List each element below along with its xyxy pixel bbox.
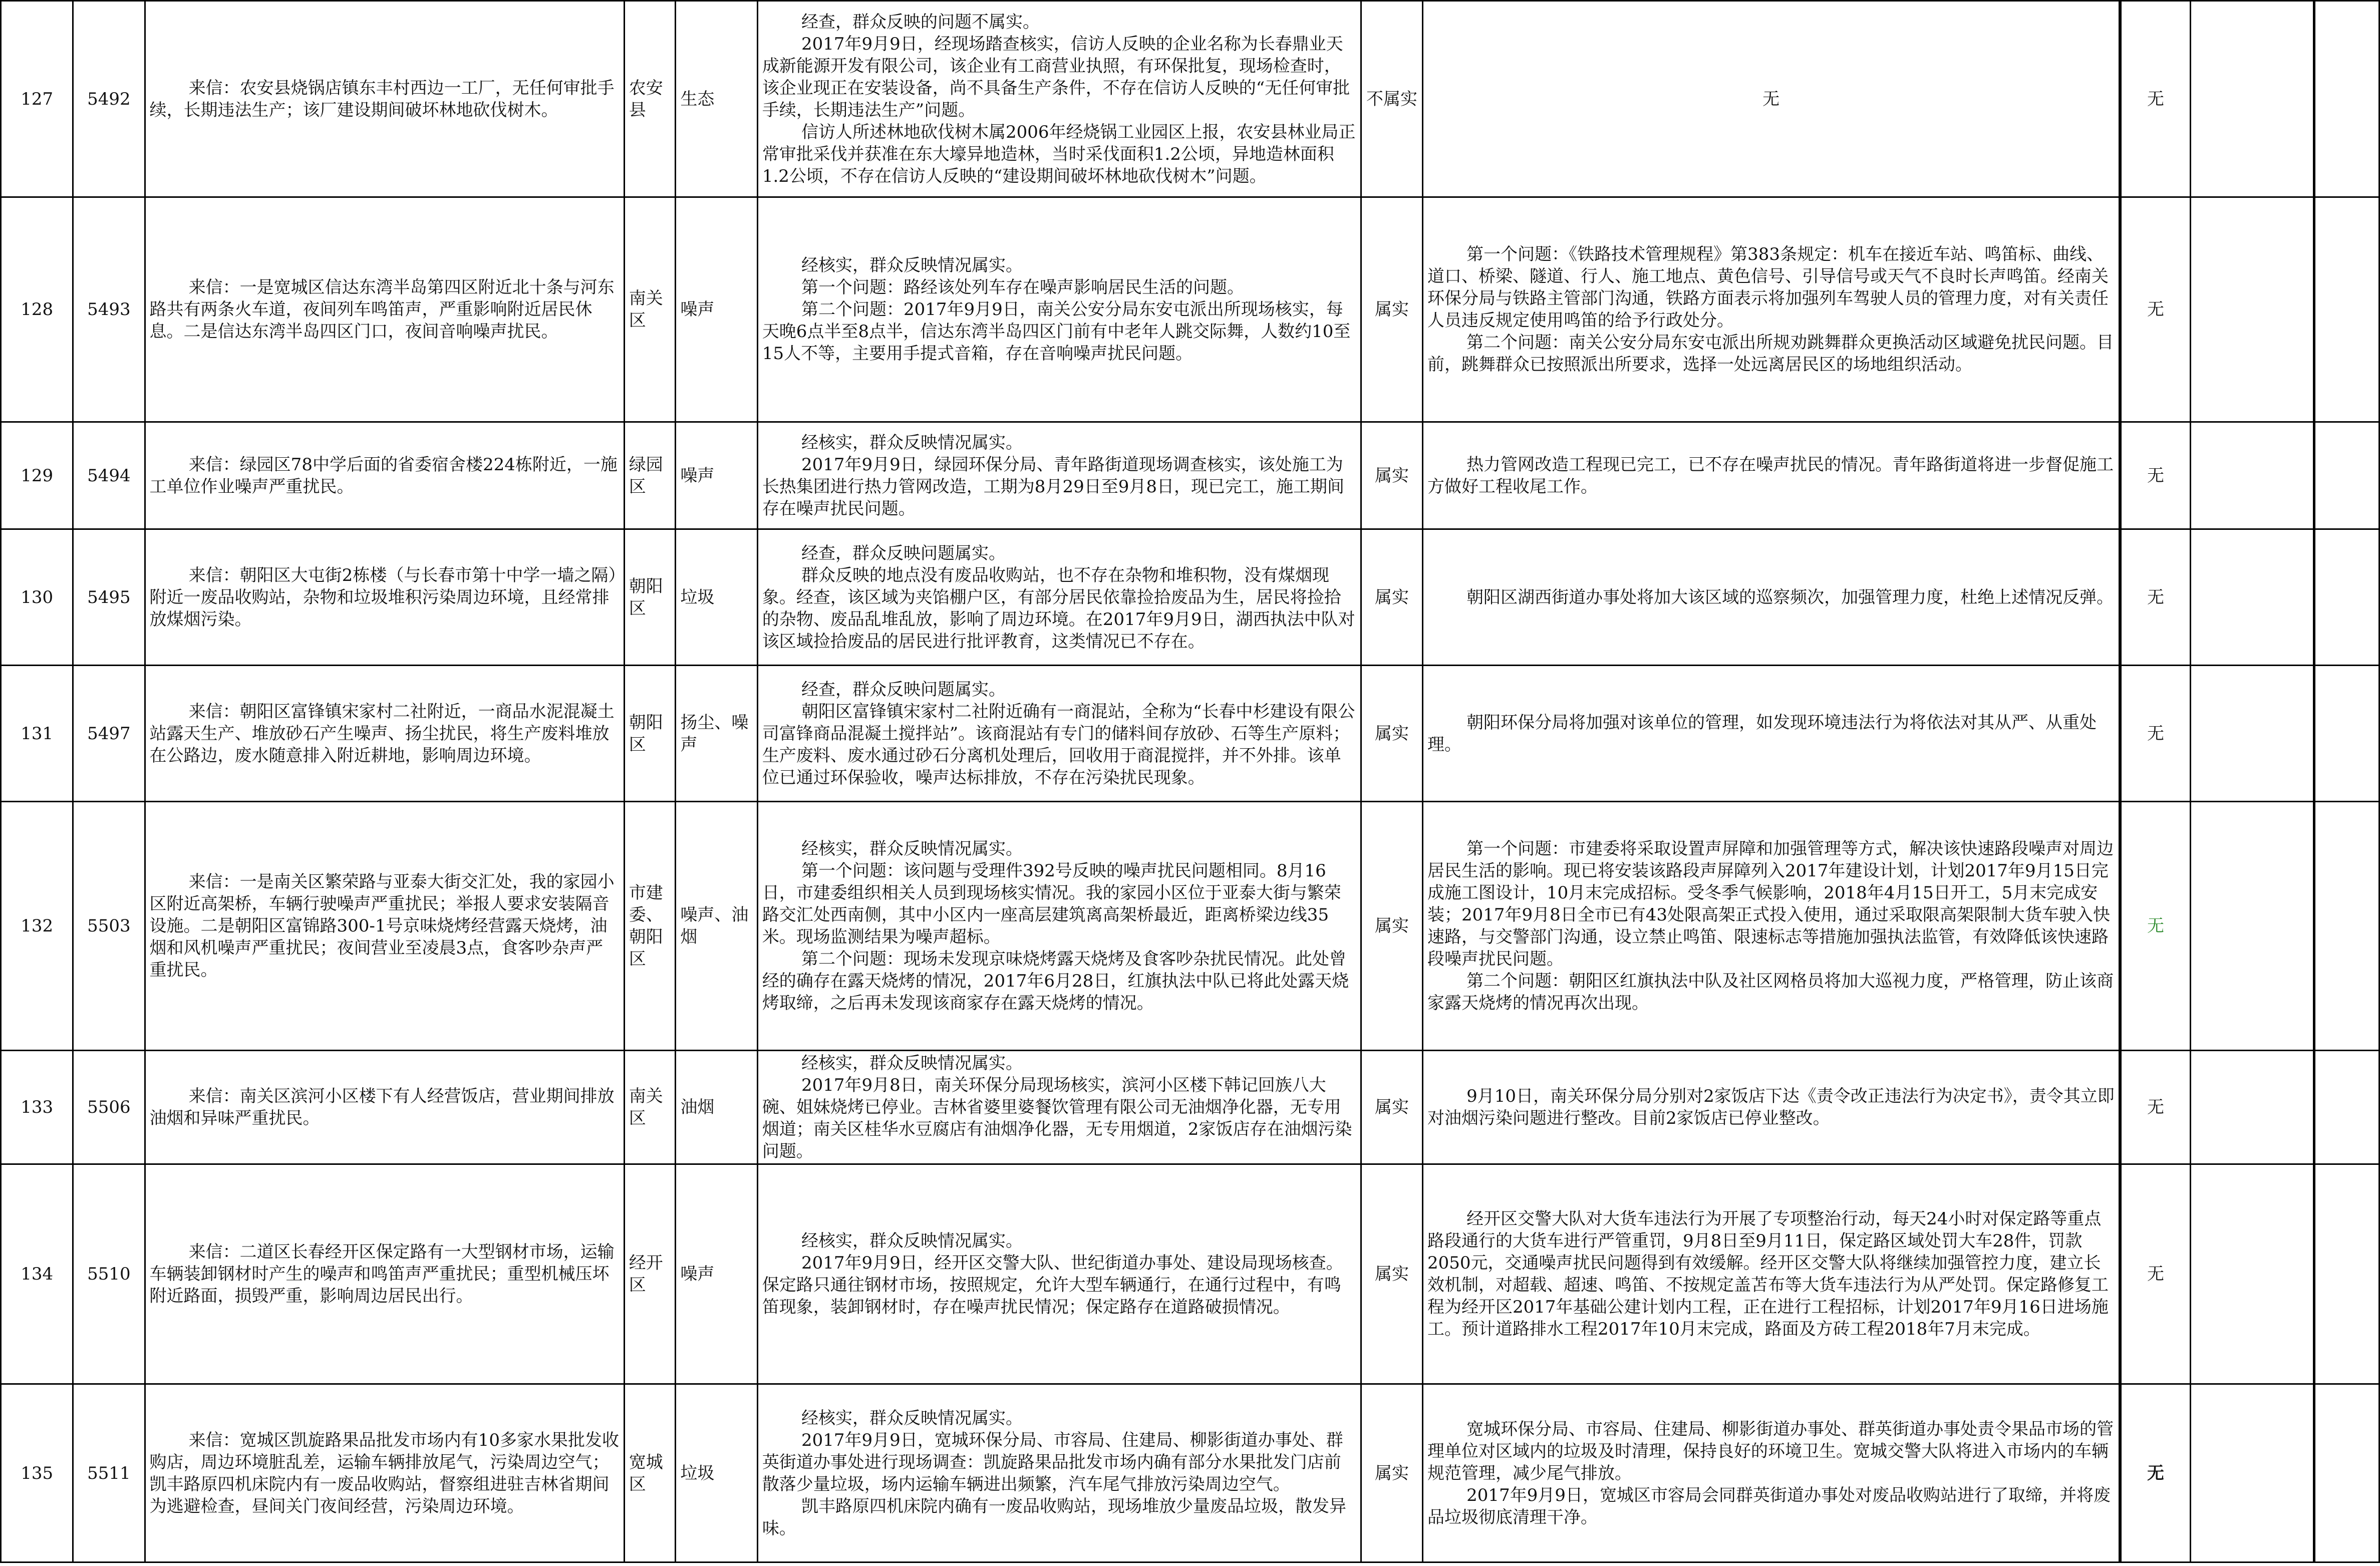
investigation-text <box>757 422 1361 529</box>
empty-cell <box>2191 1164 2314 1384</box>
complaint-text: 来信：朝阳区富锋镇宋家村二社附近，一商品水泥混凝土站露天生产、堆放砂石产生噪声、扬尘扰民，将生产废料堆放在公路边，废水随意排入附近耕地，影响周边环境。 <box>145 666 624 802</box>
investigation-text <box>757 1051 1361 1164</box>
table-row <box>1 1 2379 197</box>
row-number: 129 <box>1 422 73 529</box>
verification-result: 属实 <box>1361 1384 1423 1562</box>
accountability: 无 <box>2121 666 2191 802</box>
investigation-text-paragraph: 信访人所述林地砍伐树木属2006年经烧锅工业园区上报，农安县林业局正常审批采伐并获准在东大壕异地造林，当时采伐面积1.2公顷，异地造林面积1.2公顷，不存在信访人反映的“建设期间破坏林地砍伐树木”问题。 <box>762 122 1356 186</box>
handling-text-paragraph: 2017年9月9日，宽城区市容局会同群英街道办事处对废品收购站进行了取缔，并将废品垃圾彻底清理干净。 <box>1427 1485 2111 1527</box>
row-number: 132 <box>1 802 73 1051</box>
handling-text-paragraph: 第一个问题：《铁路技术管理规程》第383条规定：机车在接近车站、鸣笛标、曲线、道口、桥梁、隧道、行人、施工地点、黄色信号、引导信号或天气不良时长声鸣笛。经南关环保分局与铁路主管部门沟通，铁路方面表示将加强列车驾驶人员的管理力度，对有关责任人员违反规定使用鸣笛的给予行政处分。 <box>1427 244 2109 331</box>
table-row <box>1 1384 2379 1562</box>
row-number: 131 <box>1 666 73 802</box>
table-row <box>1 422 2379 529</box>
district: 南关区 <box>624 1051 676 1164</box>
empty-cell <box>2191 422 2314 529</box>
handling-text <box>1422 666 2119 802</box>
handling-text-paragraph: 经开区交警大队对大货车违法行为开展了专项整治行动，每天24小时对保定路等重点路段通行的大货车进行严管重罚，9月8日至9月11日，保定路区域处罚大车28件，罚款2050元，交通噪声扰民问题得到有效缓解。经开区交警大队将继续加强管控力度，建立长效机制，对超载、超速、鸣笛、不按规定盖苫布等大货车违法行为从严处罚。保定路修复工程为经开区2017年基础公建计划内工程，正在进行工程招标，计划2017年9月16日进场施工。预计道路排水工程2017年10月末完成，路面及方砖工程2018年7月末完成。 <box>1427 1209 2109 1339</box>
investigation-text-paragraph: 朝阳区富锋镇宋家村二社附近确有一商混站，全称为“长春中杉建设有限公司富锋商品混凝土搅拌站”。该商混站有专门的储料间存放砂、石等生产原料；生产废料、废水通过砂石分离机处理后，回收用于商混搅拌，并不外排。该单位已通过环保验收，噪声达标排放，不存在污染扰民现象。 <box>762 701 1355 788</box>
accountability: 无 <box>2121 529 2191 666</box>
investigation-text <box>757 1164 1361 1384</box>
investigation-text-paragraph: 经查，群众反映问题属实。 <box>801 679 1006 700</box>
pollution-type: 垃圾 <box>676 529 757 666</box>
verification-result: 属实 <box>1361 802 1423 1051</box>
empty-cell <box>2315 1051 2379 1164</box>
investigation-text-paragraph: 第一个问题：该问题与受理件392号反映的噪声扰民问题相同。8月16日，市建委组织相关人员到现场核实情况。我的家园小区位于亚泰大街与繁荣路交汇处西南侧，其中小区内一座高层建筑离高架桥最近，距离桥梁边线35米。现场监测结果为噪声超标。 <box>762 861 1341 947</box>
investigation-text-paragraph: 第二个问题：现场未发现京味烧烤露天烧烤及食客吵杂扰民情况。此处曾经的确存在露天烧烤的情况，2017年6月28日，红旗执法中队已将此处露天烧烤取缔，之后再未发现该商家存在露天烧烤的情况。 <box>762 949 1349 1013</box>
case-id: 5494 <box>73 422 145 529</box>
verification-result: 不属实 <box>1361 1 1423 197</box>
district: 朝阳区 <box>624 666 676 802</box>
empty-cell <box>2191 802 2314 1051</box>
table-row <box>1 1051 2379 1164</box>
investigation-text <box>757 197 1361 422</box>
row-number: 127 <box>1 1 73 197</box>
investigation-text-paragraph: 经查，群众反映的问题不属实。 <box>801 12 1040 32</box>
pollution-type: 生态 <box>676 1 757 197</box>
investigation-text-paragraph: 2017年9月9日，宽城环保分局、市容局、住建局、柳影街道办事处、群英街道办事处进行现场调查：凯旋路果品批发市场内确有部分水果批发门店前散落少量垃圾，场内运输车辆进出频繁，汽车尾气排放污染周边空气。 <box>762 1430 1343 1494</box>
complaint-text: 来信：宽城区凯旋路果品批发市场内有10多家水果批发收购店，周边环境脏乱差，运输车辆排放尾气，污染周边空气；凯丰路原四机床院内有一废品收购站，督察组进驻吉林省期间为逃避检查，昼间关门夜间经营，污染周边环境。 <box>145 1384 624 1562</box>
handling-text <box>1422 197 2119 422</box>
case-id: 5503 <box>73 802 145 1051</box>
district: 绿园区 <box>624 422 676 529</box>
investigation-text <box>757 1 1361 197</box>
accountability: 无 <box>2121 1384 2191 1562</box>
investigation-text-paragraph: 第一个问题：路经该处列车存在噪声影响居民生活的问题。 <box>801 277 1244 297</box>
complaint-text: 来信：一是南关区繁荣路与亚泰大街交汇处，我的家园小区附近高架桥，车辆行驶噪声严重扰民；举报人要求安装隔音设施。二是朝阳区富锦路300-1号京味烧烤经营露天烧烤，油烟和风机噪声严重扰民；夜间营业至凌晨3点，食客吵杂声严重扰民。 <box>145 802 624 1051</box>
handling-text <box>1422 1 2119 197</box>
district: 市建委、朝阳区 <box>624 802 676 1051</box>
table-row <box>1 666 2379 802</box>
accountability: 无 <box>2121 802 2191 1051</box>
pollution-type: 噪声、油烟 <box>676 802 757 1051</box>
row-number: 133 <box>1 1051 73 1164</box>
district: 南关区 <box>624 197 676 422</box>
table-row <box>1 197 2379 422</box>
investigation-text-paragraph: 凯丰路原四机床院内确有一废品收购站，现场堆放少量废品垃圾，散发异味。 <box>762 1496 1346 1538</box>
investigation-text <box>757 1384 1361 1562</box>
verification-result: 属实 <box>1361 666 1423 802</box>
handling-text <box>1422 1164 2119 1384</box>
case-id: 5497 <box>73 666 145 802</box>
verification-result: 属实 <box>1361 422 1423 529</box>
handling-text-paragraph: 第一个问题：市建委将采取设置声屏障和加强管理等方式，解决该快速路段噪声对周边居民生活的影响。现已将安装该路段声屏障列入2017年建设计划，计划2017年9月15日完成施工图设计，10月末完成招标。受冬季气候影响，2018年4月15日开工，5月末完成安装；2017年9月8日全市已有43处限高架正式投入使用，通过采取限高架限制大货车驶入快速路，与交警部门沟通，设立禁止鸣笛、限速标志等措施加强执法监管，有效降低该快速路段噪声扰民问题。 <box>1427 839 2114 969</box>
row-number: 135 <box>1 1384 73 1562</box>
table-row <box>1 529 2379 666</box>
pollution-type: 油烟 <box>676 1051 757 1164</box>
row-number: 130 <box>1 529 73 666</box>
handling-text-paragraph: 热力管网改造工程现已完工，已不存在噪声扰民的情况。青年路街道将进一步督促施工方做好工程收尾工作。 <box>1427 454 2114 497</box>
accountability: 无 <box>2121 1051 2191 1164</box>
investigation-text-paragraph: 经核实，群众反映情况属实。 <box>801 1053 1023 1073</box>
accountability: 无 <box>2121 1 2191 197</box>
empty-cell <box>2191 197 2314 422</box>
pollution-type: 垃圾 <box>676 1384 757 1562</box>
empty-cell <box>2315 1 2379 197</box>
empty-cell <box>2315 422 2379 529</box>
handling-text-paragraph: 朝阳区湖西街道办事处将加大该区域的巡察频次，加强管理力度，杜绝上述情况反弹。 <box>1466 587 2114 607</box>
empty-cell <box>2315 529 2379 666</box>
district: 农安县 <box>624 1 676 197</box>
accountability: 无 <box>2121 197 2191 422</box>
investigation-text-paragraph: 第二个问题：2017年9月9日，南关公安分局东安屯派出所现场核实，每天晚6点半至8点半，信达东湾半岛四区门前有中老年人跳交际舞，人数约10至15人不等，主要用手提式音箱，存在音响噪声扰民问题。 <box>762 299 1351 364</box>
complaint-text: 来信：农安县烧锅店镇东丰村西边一工厂，无任何审批手续，长期违法生产；该厂建设期间破坏林地砍伐树木。 <box>145 1 624 197</box>
complaint-text: 来信：绿园区78中学后面的省委宿舍楼224栋附近，一施工单位作业噪声严重扰民。 <box>145 422 624 529</box>
case-id: 5511 <box>73 1384 145 1562</box>
handling-text-paragraph: 无 <box>1762 89 1780 109</box>
investigation-text-paragraph: 经核实，群众反映情况属实。 <box>801 255 1023 275</box>
district: 宽城区 <box>624 1384 676 1562</box>
investigation-text-paragraph: 群众反映的地点没有废品收购站，也不存在杂物和堆积物，没有煤烟现象。经查，该区域为夹馅棚户区，有部分居民依靠捡拾废品为生，居民将捡拾的杂物、废品乱堆乱放，影响了周边环境。在2017年9月9日，湖西执法中队对该区域捡拾废品的居民进行批评教育，这类情况已不存在。 <box>762 565 1355 652</box>
table-body <box>1 1 2379 1562</box>
empty-cell <box>2191 1051 2314 1164</box>
verification-result: 属实 <box>1361 197 1423 422</box>
pollution-type: 扬尘、噪声 <box>676 666 757 802</box>
handling-text <box>1422 422 2119 529</box>
investigation-text-paragraph: 2017年9月9日，经开区交警大队、世纪街道办事处、建设局现场核查。保定路只通往钢材市场，按照规定，允许大型车辆通行，在通行过程中，有鸣笛现象，装卸钢材时，存在噪声扰民情况；保定路存在道路破损情况。 <box>762 1253 1343 1317</box>
verification-result: 属实 <box>1361 1051 1423 1164</box>
case-id: 5506 <box>73 1051 145 1164</box>
empty-cell <box>2191 666 2314 802</box>
investigation-text <box>757 529 1361 666</box>
empty-cell <box>2191 529 2314 666</box>
case-id: 5493 <box>73 197 145 422</box>
verification-result: 属实 <box>1361 529 1423 666</box>
investigation-text-paragraph: 2017年9月8日，南关环保分局现场核实，滨河小区楼下韩记回族八大碗、姐妹烧烤已停业。吉林省婆里婆餐饮管理有限公司无油烟净化器，无专用烟道；南关区桂华水豆腐店有油烟净化器，无专用烟道，2家饭店存在油烟污染问题。 <box>762 1075 1352 1161</box>
empty-cell <box>2191 1384 2314 1562</box>
table-row <box>1 802 2379 1051</box>
empty-cell <box>2315 1384 2379 1562</box>
investigation-text-paragraph: 经核实，群众反映情况属实。 <box>801 839 1023 859</box>
table-row <box>1 1164 2379 1384</box>
handling-text-paragraph: 第二个问题：南关公安分局东安屯派出所规劝跳舞群众更换活动区域避免扰民问题。目前，跳舞群众已按照派出所要求，选择一处远离居民区的场地组织活动。 <box>1427 333 2114 375</box>
row-number: 134 <box>1 1164 73 1384</box>
handling-text <box>1422 1051 2119 1164</box>
handling-text-paragraph: 朝阳环保分局将加强对该单位的管理，如发现环境违法行为将依法对其从严、从重处理。 <box>1427 712 2097 755</box>
empty-cell <box>2191 1 2314 197</box>
complaint-text: 来信：南关区滨河小区楼下有人经营饭店，营业期间排放油烟和异味严重扰民。 <box>145 1051 624 1164</box>
pollution-type: 噪声 <box>676 1164 757 1384</box>
district: 经开区 <box>624 1164 676 1384</box>
accountability: 无 <box>2121 422 2191 529</box>
investigation-text-paragraph: 经核实，群众反映情况属实。 <box>801 1408 1023 1428</box>
row-number: 128 <box>1 197 73 422</box>
investigation-text-paragraph: 2017年9月9日，经现场踏查核实，信访人反映的企业名称为长春鼎业天成新能源开发有限公司，该企业有工商营业执照，有环保批复，现场检查时，该企业现正在安装设备，尚不具备生产条件，不存在信访人反映的“无任何审批手续，长期违法生产”问题。 <box>762 34 1350 120</box>
empty-cell <box>2315 197 2379 422</box>
case-id: 5492 <box>73 1 145 197</box>
case-id: 5510 <box>73 1164 145 1384</box>
investigation-text-paragraph: 2017年9月9日，绿园环保分局、青年路街道现场调查核实，该处施工为长热集团进行热力管网改造，工期为8月29日至9月8日，现已完工，施工期间存在噪声扰民问题。 <box>762 454 1344 519</box>
complaint-text: 来信：朝阳区大屯街2栋楼（与长春市第十中学一墙之隔）附近一废品收购站，杂物和垃圾堆积污染周边环境，且经常排放煤烟污染。 <box>145 529 624 666</box>
handling-text-paragraph: 9月10日，南关环保分局分别对2家饭店下达《责令改正违法行为决定书》，责令其立即对油烟污染问题进行整改。目前2家饭店已停业整改。 <box>1427 1086 2115 1128</box>
investigation-text <box>757 802 1361 1051</box>
handling-text-paragraph: 宽城环保分局、市容局、住建局、柳影街道办事处、群英街道办事处责令果品市场的管理单位对区域内的垃圾及时清理，保持良好的环境卫生。宽城交警大队将进入市场内的车辆规范管理，减少尾气排放。 <box>1427 1419 2114 1483</box>
complaint-text: 来信：一是宽城区信达东湾半岛第四区附近北十条与河东路共有两条火车道，夜间列车鸣笛声，严重影响附近居民休息。二是信达东湾半岛四区门口，夜间音响噪声扰民。 <box>145 197 624 422</box>
district: 朝阳区 <box>624 529 676 666</box>
investigation-text-paragraph: 经查，群众反映问题属实。 <box>801 543 1006 563</box>
handling-text-paragraph: 第二个问题：朝阳区红旗执法中队及社区网格员将加大巡视力度，严格管理，防止该商家露天烧烤的情况再次出现。 <box>1427 971 2114 1013</box>
handling-text <box>1422 529 2119 666</box>
handling-text <box>1422 802 2119 1051</box>
investigation-text-paragraph: 经核实，群众反映情况属实。 <box>801 432 1023 453</box>
investigation-text <box>757 666 1361 802</box>
accountability: 无 <box>2121 1164 2191 1384</box>
pollution-type: 噪声 <box>676 197 757 422</box>
verification-result: 属实 <box>1361 1164 1423 1384</box>
complaint-text: 来信：二道区长春经开区保定路有一大型钢材市场，运输车辆装卸钢材时产生的噪声和鸣笛声严重扰民；重型机械压坏附近路面，损毁严重，影响周边居民出行。 <box>145 1164 624 1384</box>
empty-cell <box>2315 666 2379 802</box>
handling-text <box>1422 1384 2119 1562</box>
empty-cell <box>2315 1164 2379 1384</box>
pollution-type: 噪声 <box>676 422 757 529</box>
investigation-text-paragraph: 经核实，群众反映情况属实。 <box>801 1231 1023 1251</box>
case-id: 5495 <box>73 529 145 666</box>
empty-cell <box>2315 802 2379 1051</box>
